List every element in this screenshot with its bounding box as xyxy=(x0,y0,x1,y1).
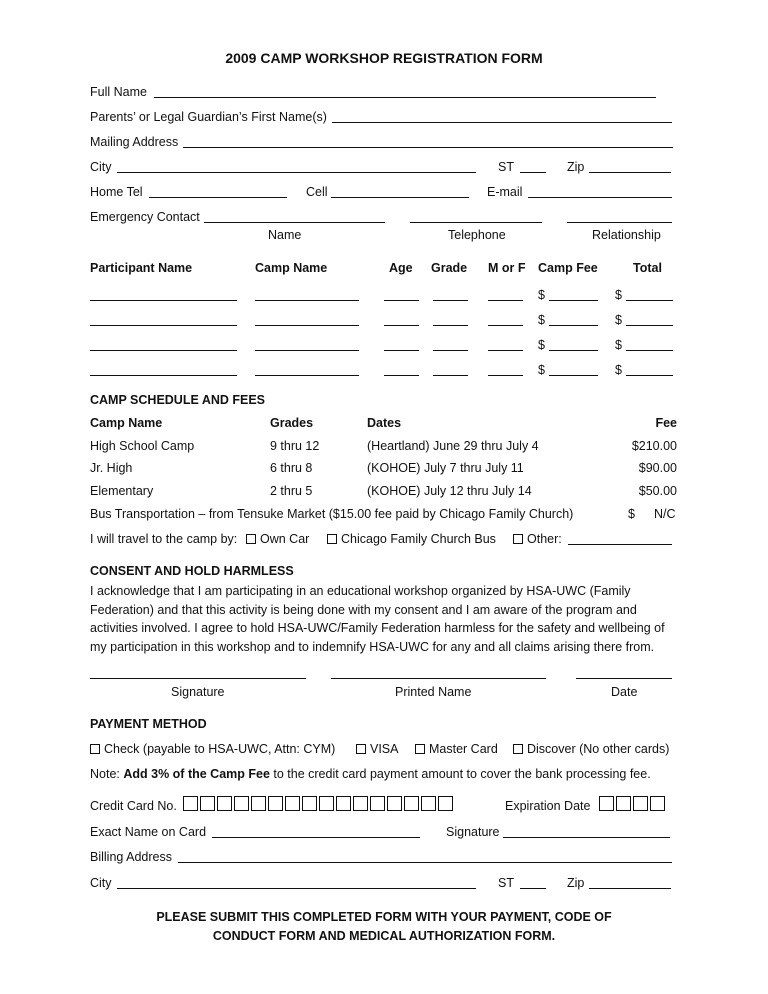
participant-cell-field[interactable] xyxy=(255,364,359,376)
digit-box[interactable] xyxy=(234,796,249,811)
bus-transportation-text: Bus Transportation – from Tensuke Market ($15.00 fee paid by Chicago Family Church) xyxy=(90,507,574,521)
participant-cell-field[interactable] xyxy=(255,289,359,301)
payment-note xyxy=(90,767,651,782)
schedule-camp: High School Camp xyxy=(90,439,195,453)
participant-cell-field[interactable] xyxy=(433,339,468,351)
payment-check-option[interactable] xyxy=(90,742,335,757)
consent-heading: CONSENT AND HOLD HARMLESS xyxy=(90,564,294,578)
footer-line-1: PLEASE SUBMIT THIS COMPLETED FORM WITH YOUR PAYMENT, CODE OF xyxy=(156,910,612,924)
currency-symbol: $ xyxy=(615,313,622,327)
travel-other-field[interactable] xyxy=(568,533,672,545)
city-field[interactable] xyxy=(117,161,476,173)
consent-date-field[interactable] xyxy=(576,667,672,679)
schedule-grades: 6 thru 8 xyxy=(270,461,313,475)
currency-symbol: $ xyxy=(615,363,622,377)
digit-box[interactable] xyxy=(421,796,436,811)
checkbox-icon[interactable] xyxy=(90,744,100,754)
exact-name-field[interactable] xyxy=(212,826,420,838)
schedule-camp: Elementary xyxy=(90,484,154,498)
schedule-dates: (Heartland) June 29 thru July 4 xyxy=(367,439,539,453)
consent-line: I acknowledge that I am participating in an educational workshop organized by HSA-UWC (Family xyxy=(90,584,631,598)
digit-box[interactable] xyxy=(387,796,402,811)
participant-cell-field[interactable] xyxy=(626,364,673,376)
mailing-address-label: Mailing Address xyxy=(90,135,179,149)
checkbox-icon[interactable] xyxy=(513,534,523,544)
digit-box[interactable] xyxy=(183,796,198,811)
payment-discover-label: Discover (No other cards) xyxy=(527,742,670,756)
home-tel-field[interactable] xyxy=(149,186,287,198)
currency-symbol: $ xyxy=(538,313,545,327)
schedule-col-grades: Grades xyxy=(270,416,314,430)
checkbox-icon[interactable] xyxy=(327,534,337,544)
participant-cell-field[interactable] xyxy=(384,314,419,326)
digit-box[interactable] xyxy=(217,796,232,811)
schedule-grades: 9 thru 12 xyxy=(270,439,320,453)
digit-box[interactable] xyxy=(251,796,266,811)
billing-zip-field[interactable] xyxy=(589,877,671,889)
schedule-dates: (KOHOE) July 7 thru July 11 xyxy=(367,461,524,475)
zip-label: Zip xyxy=(567,160,585,174)
participant-cell-field[interactable] xyxy=(90,339,237,351)
participant-cell-field[interactable] xyxy=(626,314,673,326)
billing-zip-label: Zip xyxy=(567,876,585,890)
payment-visa-label: VISA xyxy=(370,742,399,756)
participant-cell-field[interactable] xyxy=(255,339,359,351)
participant-cell-field[interactable] xyxy=(626,289,673,301)
printed-name-caption: Printed Name xyxy=(395,685,472,699)
city-label: City xyxy=(90,160,112,174)
consent-paragraph xyxy=(90,582,680,656)
participant-cell-field[interactable] xyxy=(549,364,598,376)
emergency-relationship-field[interactable] xyxy=(567,211,672,223)
participant-cell-field[interactable] xyxy=(433,314,468,326)
travel-own-car-label: Own Car xyxy=(260,532,310,546)
schedule-camp: Jr. High xyxy=(90,461,133,475)
signature-caption: Signature xyxy=(171,685,225,699)
card-signature-label: Signature xyxy=(446,825,500,839)
billing-city-field[interactable] xyxy=(117,877,476,889)
payment-note-suffix: to the credit card payment amount to cover the bank processing fee. xyxy=(269,767,651,781)
payment-note-prefix: Note: xyxy=(90,767,124,781)
zip-field[interactable] xyxy=(589,161,671,173)
cell-label: Cell xyxy=(306,185,328,199)
digit-box[interactable] xyxy=(285,796,300,811)
participant-cell-field[interactable] xyxy=(549,314,598,326)
full-name-field[interactable] xyxy=(154,86,656,98)
emergency-telephone-field[interactable] xyxy=(410,211,542,223)
participant-cell-field[interactable] xyxy=(384,339,419,351)
travel-other-option[interactable] xyxy=(513,532,562,547)
emergency-relationship-caption: Relationship xyxy=(592,228,661,242)
email-label: E-mail xyxy=(487,185,523,199)
digit-box[interactable] xyxy=(650,796,665,811)
expiration-date-boxes[interactable] xyxy=(599,796,667,813)
st-label: ST xyxy=(498,160,514,174)
digit-box[interactable] xyxy=(302,796,317,811)
consent-line: my participation in this workshop and to indemnify HSA-UWC for any and all claims arising there from. xyxy=(90,639,655,654)
participant-cell-field[interactable] xyxy=(384,364,419,376)
participant-cell-field[interactable] xyxy=(433,289,468,301)
schedule-col-dates: Dates xyxy=(367,416,402,430)
participant-cell-field[interactable] xyxy=(626,339,673,351)
payment-note-bold: Add 3% of the Camp Fee xyxy=(123,767,270,781)
footer-line-2: CONDUCT FORM AND MEDICAL AUTHORIZATION FORM. xyxy=(212,929,556,943)
consent-printed-name-field[interactable] xyxy=(331,667,546,679)
consent-line: Federation) and that this activity is being done with my consent and I am aware of the program and xyxy=(90,602,637,617)
digit-box[interactable] xyxy=(599,796,614,811)
col-grade: Grade xyxy=(431,261,468,275)
participant-cell-field[interactable] xyxy=(549,289,598,301)
travel-bus-label: Chicago Family Church Bus xyxy=(341,532,496,546)
cell-field[interactable] xyxy=(331,186,469,198)
credit-card-number-boxes[interactable] xyxy=(183,796,455,813)
exact-name-label: Exact Name on Card xyxy=(90,825,207,839)
participant-cell-field[interactable] xyxy=(90,289,237,301)
schedule-heading: CAMP SCHEDULE AND FEES xyxy=(90,393,266,407)
card-signature-field[interactable] xyxy=(503,826,670,838)
payment-mastercard-option[interactable] xyxy=(415,742,498,757)
emergency-telephone-caption: Telephone xyxy=(448,228,506,242)
participant-cell-field[interactable] xyxy=(384,289,419,301)
credit-card-label: Credit Card No. xyxy=(90,799,177,813)
payment-heading: PAYMENT METHOD xyxy=(90,717,207,731)
schedule-dates: (KOHOE) July 12 thru July 14 xyxy=(367,484,532,498)
billing-city-label: City xyxy=(90,876,112,890)
digit-box[interactable] xyxy=(268,796,283,811)
payment-mastercard-label: Master Card xyxy=(429,742,498,756)
travel-bus-option[interactable] xyxy=(327,532,496,547)
home-tel-label: Home Tel xyxy=(90,185,143,199)
travel-other-label: Other: xyxy=(527,532,562,546)
bus-fee: N/C xyxy=(654,507,676,521)
guardian-label: Parents’ or Legal Guardian’s First Name(s) xyxy=(90,110,327,124)
billing-address-label: Billing Address xyxy=(90,850,172,864)
billing-st-label: ST xyxy=(498,876,514,890)
digit-box[interactable] xyxy=(370,796,385,811)
digit-box[interactable] xyxy=(353,796,368,811)
payment-visa-option[interactable] xyxy=(356,742,399,757)
currency-symbol: $ xyxy=(615,338,622,352)
date-caption: Date xyxy=(611,685,638,699)
mailing-address-field[interactable] xyxy=(183,136,673,148)
consent-signature-field[interactable] xyxy=(90,667,306,679)
currency-symbol: $ xyxy=(615,288,622,302)
travel-label: I will travel to the camp by: xyxy=(90,532,238,546)
guardian-field[interactable] xyxy=(332,111,672,123)
expiration-label: Expiration Date xyxy=(505,799,591,813)
digit-box[interactable] xyxy=(404,796,419,811)
currency-symbol: $ xyxy=(538,288,545,302)
participant-cell-field[interactable] xyxy=(488,314,523,326)
col-participant-name: Participant Name xyxy=(90,261,193,275)
digit-box[interactable] xyxy=(438,796,453,811)
schedule-grades: 2 thru 5 xyxy=(270,484,313,498)
col-total: Total xyxy=(633,261,662,275)
currency-symbol: $ xyxy=(538,363,545,377)
schedule-col-fee: Fee xyxy=(655,416,677,430)
checkbox-icon[interactable] xyxy=(415,744,425,754)
emergency-name-caption: Name xyxy=(268,228,302,242)
col-camp-name: Camp Name xyxy=(255,261,328,275)
participant-cell-field[interactable] xyxy=(488,339,523,351)
digit-box[interactable] xyxy=(336,796,351,811)
participant-cell-field[interactable] xyxy=(90,314,237,326)
checkbox-icon[interactable] xyxy=(246,534,256,544)
checkbox-icon[interactable] xyxy=(513,744,523,754)
schedule-fee: $50.00 xyxy=(638,484,677,498)
digit-box[interactable] xyxy=(616,796,631,811)
col-camp-fee: Camp Fee xyxy=(538,261,598,275)
checkbox-icon[interactable] xyxy=(356,744,366,754)
schedule-col-camp-name: Camp Name xyxy=(90,416,163,430)
col-m-or-f: M or F xyxy=(488,261,526,275)
emergency-contact-label: Emergency Contact xyxy=(90,210,200,224)
currency-symbol: $ xyxy=(538,338,545,352)
travel-own-car-option[interactable] xyxy=(246,532,309,547)
form-title: 2009 CAMP WORKSHOP REGISTRATION FORM xyxy=(225,50,543,66)
participant-cell-field[interactable] xyxy=(488,289,523,301)
st-field[interactable] xyxy=(520,161,546,173)
email-field[interactable] xyxy=(528,186,672,198)
payment-check-label: Check (payable to HSA-UWC, Attn: CYM) xyxy=(104,742,336,756)
billing-st-field[interactable] xyxy=(520,877,546,889)
consent-line: activities involved. I agree to hold HSA-UWC/Family Federation harmless for the safety and wellbeing of xyxy=(90,621,665,635)
bus-currency: $ xyxy=(628,507,635,521)
participant-cell-field[interactable] xyxy=(549,339,598,351)
digit-box[interactable] xyxy=(633,796,648,811)
participant-cell-field[interactable] xyxy=(90,364,237,376)
digit-box[interactable] xyxy=(200,796,215,811)
participant-cell-field[interactable] xyxy=(255,314,359,326)
emergency-name-field[interactable] xyxy=(204,211,385,223)
schedule-fee: $210.00 xyxy=(631,439,677,453)
digit-box[interactable] xyxy=(319,796,334,811)
participant-cell-field[interactable] xyxy=(433,364,468,376)
participant-cell-field[interactable] xyxy=(488,364,523,376)
payment-discover-option[interactable] xyxy=(513,742,669,757)
schedule-fee: $90.00 xyxy=(638,461,677,475)
col-age: Age xyxy=(389,261,413,275)
billing-address-field[interactable] xyxy=(178,851,672,863)
full-name-label: Full Name xyxy=(90,85,147,99)
